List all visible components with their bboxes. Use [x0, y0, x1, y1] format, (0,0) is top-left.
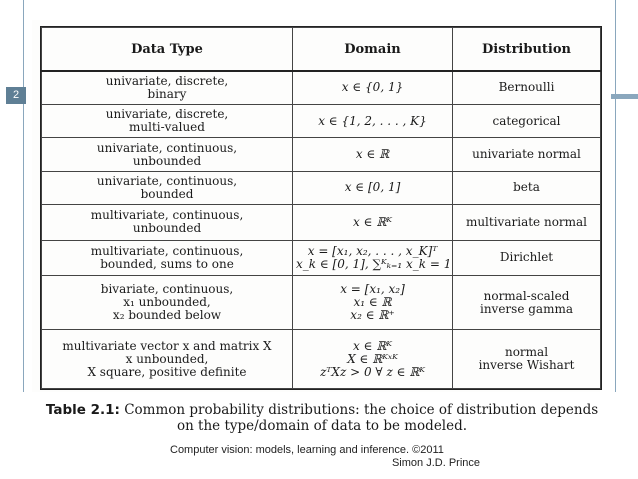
- cell-data-type: [42, 71, 293, 104]
- cell-domain-line: x = [x₁, x₂]: [340, 282, 405, 297]
- cell-distribution: [453, 171, 601, 204]
- cell-data-type-line: multi-valued: [129, 120, 205, 135]
- cell-domain-line: x_k ∈ [0, 1], ∑ᴷₖ₌₁ x_k = 1: [296, 256, 452, 271]
- cell-domain: [293, 240, 453, 276]
- cell-distribution-line: univariate normal: [472, 147, 581, 162]
- cell-data-type-line: multivariate, continuous,: [90, 208, 244, 223]
- header-domain: Domain: [293, 28, 453, 72]
- page-number-badge: 2: [6, 87, 26, 104]
- cell-domain-line: x ∈ ℝᴷ: [353, 338, 392, 353]
- cell-distribution-line: Bernoulli: [498, 80, 555, 95]
- cell-domain-line: x ∈ ℝ: [355, 147, 390, 162]
- footer-line-1: Computer vision: models, learning and inference. ©2011: [170, 444, 444, 456]
- caption-label: Table 2.1:: [45, 402, 120, 418]
- table-row: [42, 205, 601, 241]
- footer-line-2: Simon J.D. Prince: [391, 457, 480, 469]
- cell-domain-line: x = [x₁, x₂, . . . , x_K]ᵀ: [307, 243, 438, 258]
- cell-data-type: [42, 330, 293, 389]
- cell-distribution-line: inverse Wishart: [478, 358, 575, 373]
- cell-data-type-line: x₁ unbounded,: [123, 295, 211, 310]
- cell-data-type-line: unbounded: [132, 153, 202, 168]
- cell-distribution-line: normal: [504, 345, 549, 360]
- cell-domain-line: x ∈ {1, 2, . . . , K}: [318, 113, 427, 128]
- cell-data-type-line: bounded, sums to one: [100, 256, 234, 271]
- cell-domain: [293, 104, 453, 137]
- header-distribution: Distribution: [453, 28, 601, 72]
- cell-distribution: [453, 240, 601, 276]
- cell-distribution-line: categorical: [492, 113, 561, 128]
- cell-domain-line: x ∈ [0, 1]: [344, 180, 401, 195]
- cell-data-type: [42, 205, 293, 241]
- cell-distribution: [453, 104, 601, 137]
- right-edge-tab: [611, 94, 638, 99]
- cell-data-type: [42, 240, 293, 276]
- cell-data-type-line: univariate, continuous,: [96, 173, 238, 188]
- cell-domain-line: x ∈ {0, 1}: [341, 80, 404, 95]
- cell-distribution: [453, 138, 601, 171]
- cell-data-type: [42, 104, 293, 137]
- cell-domain: [293, 205, 453, 241]
- cell-distribution-line: multivariate normal: [465, 214, 588, 229]
- cell-distribution-line: beta: [513, 180, 540, 195]
- cell-data-type: [42, 138, 293, 171]
- cell-distribution-line: inverse gamma: [479, 301, 573, 316]
- cell-data-type-line: x unbounded,: [125, 351, 209, 366]
- cell-data-type-line: binary: [147, 86, 187, 101]
- cell-domain: [293, 71, 453, 104]
- table-header-row: [42, 28, 601, 72]
- table-row: [42, 104, 601, 137]
- cell-data-type-line: multivariate vector x and matrix X: [62, 338, 272, 353]
- table-row: [42, 171, 601, 204]
- cell-data-type-line: bivariate, continuous,: [100, 282, 234, 297]
- scanned-table-image: [32, 20, 600, 392]
- cell-data-type-line: X square, positive definite: [87, 364, 247, 379]
- table-row: [42, 240, 601, 276]
- left-border-rule: [23, 0, 24, 392]
- cell-domain-line: X ∈ ℝᴷˣᴷ: [347, 351, 398, 366]
- cell-domain-line: x₂ ∈ ℝ⁺: [350, 308, 395, 323]
- cell-data-type-line: univariate, discrete,: [105, 73, 229, 88]
- cell-distribution: [453, 71, 601, 104]
- cell-data-type-line: univariate, discrete,: [105, 107, 229, 122]
- distribution-table: [40, 26, 602, 390]
- cell-distribution-line: normal-scaled: [483, 288, 570, 303]
- cell-domain-line: x₁ ∈ ℝ: [353, 295, 392, 310]
- cell-data-type: [42, 276, 293, 330]
- table-row: [42, 276, 601, 330]
- slide-footer: [170, 444, 490, 470]
- cell-data-type-line: univariate, continuous,: [96, 140, 238, 155]
- cell-data-type-line: multivariate, continuous,: [90, 243, 244, 258]
- cell-distribution: [453, 205, 601, 241]
- table-row: [42, 330, 601, 389]
- right-border-rule: [615, 0, 616, 392]
- cell-domain: [293, 276, 453, 330]
- cell-domain-line: x ∈ ℝᴷ: [353, 214, 392, 229]
- cell-domain-line: zᵀXz > 0 ∀ z ∈ ℝᴷ: [320, 364, 425, 379]
- cell-distribution: [453, 276, 601, 330]
- cell-distribution: [453, 330, 601, 389]
- cell-domain: [293, 171, 453, 204]
- table-row: [42, 71, 601, 104]
- cell-data-type-line: unbounded: [132, 221, 202, 236]
- cell-domain: [293, 330, 453, 389]
- cell-distribution-line: Dirichlet: [499, 250, 554, 265]
- table-caption: [42, 402, 602, 434]
- header-data-type: Data Type: [42, 28, 293, 72]
- cell-domain: [293, 138, 453, 171]
- cell-data-type: [42, 171, 293, 204]
- cell-data-type-line: bounded: [140, 186, 194, 201]
- table-row: [42, 138, 601, 171]
- cell-data-type-line: x₂ bounded below: [112, 308, 222, 323]
- caption-text: Common probability distributions: the choice of distribution depends on the type/domain of data to be modeled.: [119, 402, 599, 434]
